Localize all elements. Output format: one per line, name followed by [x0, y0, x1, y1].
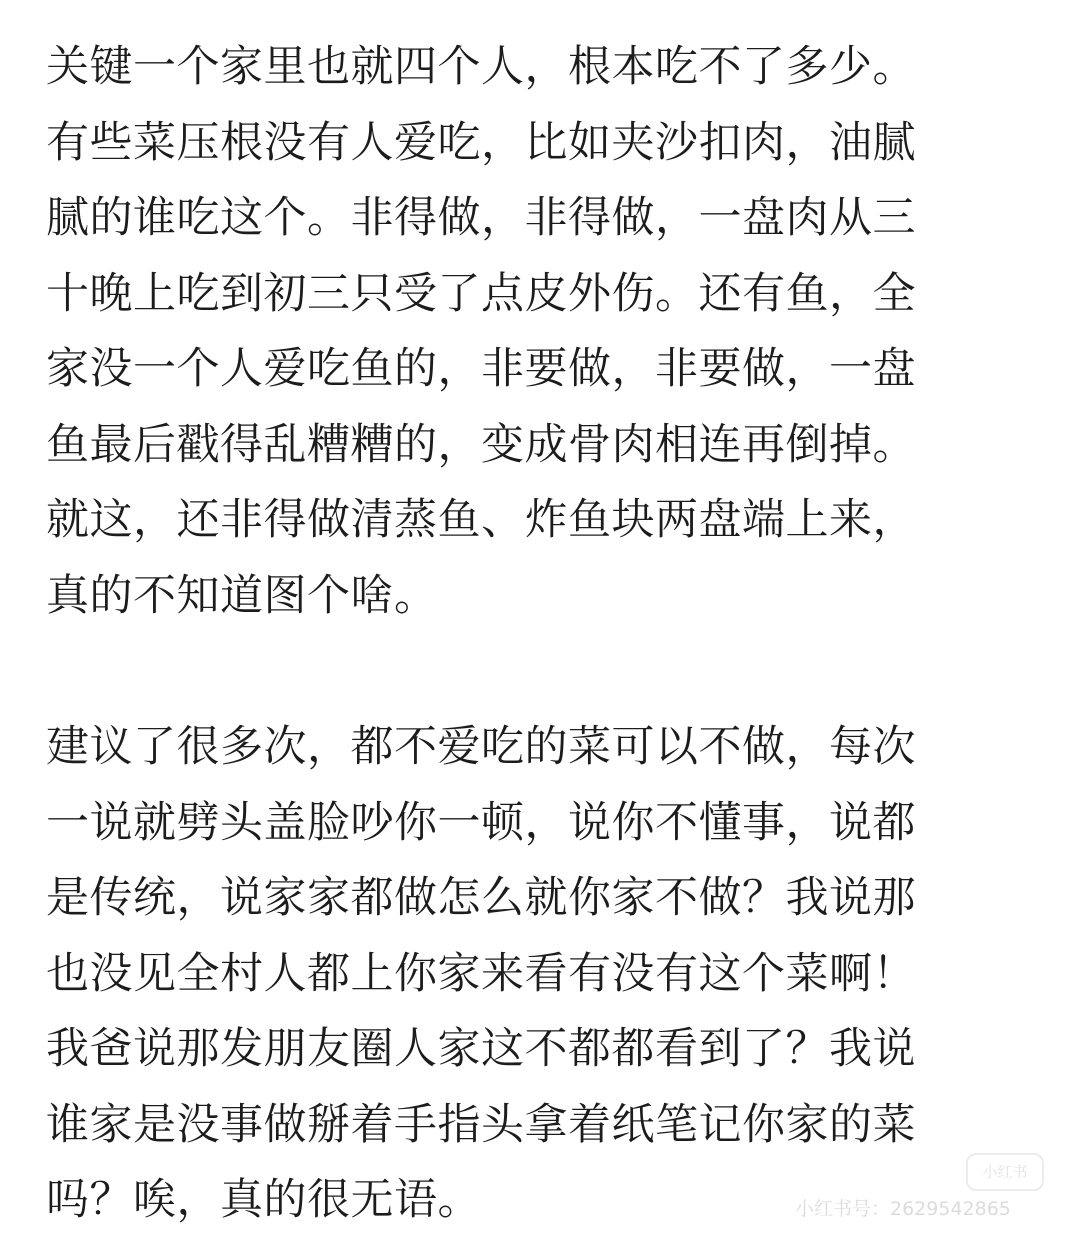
post-body	[46, 30, 1006, 1239]
text-line: 是传统，说家家都做怎么就你家不做？我说那	[46, 873, 916, 923]
text-line: 谁家是没事做掰着手指头拿着纸笔记你家的菜	[46, 1099, 916, 1150]
text-line	[46, 257, 1006, 333]
text-line: 建议了很多次，都不爱吃的菜可以不做，每次	[46, 722, 916, 772]
text-line: 我爸说那发朋友圈人家这不都都看到了？我说	[46, 1024, 916, 1074]
text-line	[46, 332, 1006, 408]
text-segment: 还有鱼，全	[698, 268, 916, 319]
text-line: 也没见全村人都上你家来看有没有这个菜啊！	[46, 948, 916, 999]
text-line: 真的不知道图个啥。	[46, 570, 438, 621]
watermark-logo: 小红书	[966, 1153, 1044, 1191]
text-line: 有些菜压根没有人爱吃，比如夹沙扣肉，油腻	[46, 117, 916, 168]
text-line	[46, 408, 1006, 484]
text-line: 一说就劈头盖脸吵你一顿，说你不懂事，说都	[46, 797, 916, 848]
highlighted-text[interactable]: 一盘肉从三	[698, 193, 916, 243]
text-line: 吗？唉，真的很无语。	[46, 1175, 481, 1225]
text-line: 就这，还非得做清蒸鱼、炸鱼块两盘端上来，	[46, 495, 916, 545]
text-segment: 家没一个人爱吃鱼的，非要做，非要做，	[46, 344, 829, 394]
paragraph-2	[46, 710, 1006, 1239]
highlighted-text[interactable]: 一盘	[829, 344, 916, 394]
paragraph-1	[46, 30, 1006, 634]
watermark-user-id: 小红书号：2629542865	[795, 1198, 1011, 1220]
text-line: 关键一个家里也就四个人，根本吃不了多少。	[46, 42, 916, 92]
highlighted-text[interactable]: 十晚上吃到初三只受了点皮外伤。	[46, 268, 699, 319]
highlighted-text[interactable]: 鱼最后戳得乱糟糟的，变成骨肉相连再倒掉。	[46, 419, 916, 470]
text-line	[46, 181, 1006, 257]
text-segment: 腻的谁吃这个。非得做，非得做，	[46, 193, 699, 243]
paragraph-spacer	[46, 634, 1006, 710]
